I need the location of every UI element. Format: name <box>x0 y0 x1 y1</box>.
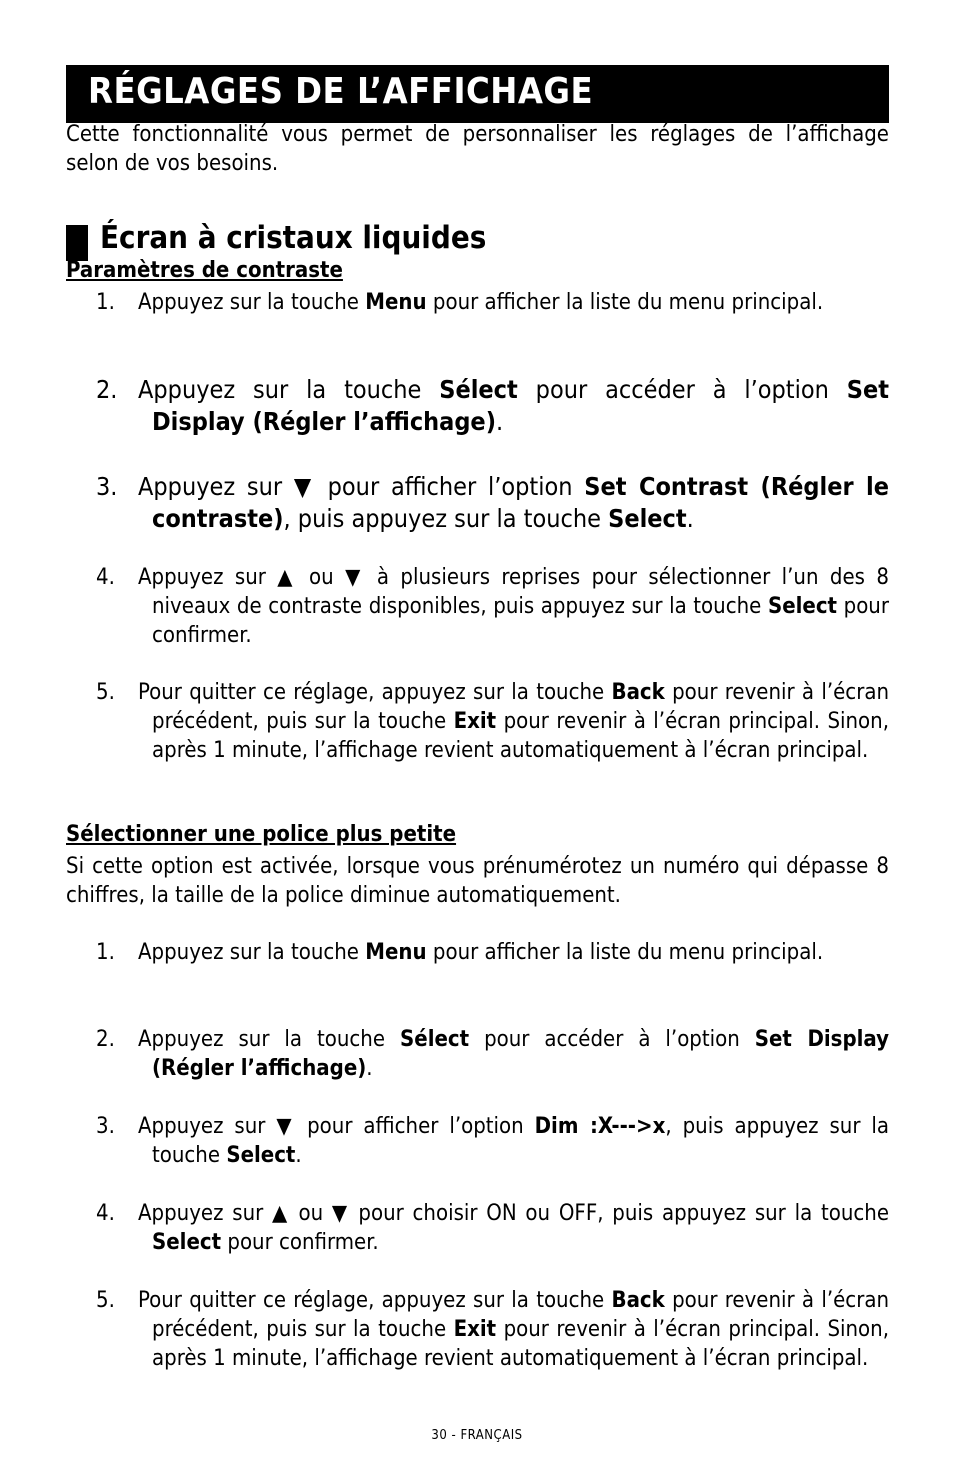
small-font-step <box>96 938 889 967</box>
step-fragment: pour revenir à l’écran principal. Sinon, après 1 minute, l’affichage revient automatiquement à l’écran principal. <box>152 709 889 763</box>
step-fragment: , puis appuyez sur la touche <box>283 504 609 533</box>
small-font-description: Si cette option est activée, lorsque vous prénumérotez un numéro qui dépasse 8 chiffres, la taille de la police diminue automatiquement. <box>66 854 889 908</box>
step-fragment: Pour quitter ce réglage, appuyez sur la touche <box>138 680 612 705</box>
step-fragment: . <box>495 407 504 436</box>
key-name: Select <box>608 504 687 533</box>
key-name: Select <box>767 594 838 619</box>
small-font-heading: Sélectionner une police plus petite <box>66 822 457 847</box>
page-title-banner <box>66 65 889 123</box>
step-number: 3. <box>96 1114 115 1139</box>
key-name: Set Contrast (Régler le contraste) <box>152 472 890 533</box>
step-fragment: Appuyez sur la touche <box>138 375 440 404</box>
step-fragment: . <box>366 1056 373 1081</box>
step-fragment: Appuyez sur ▲ ou ▼ à plusieurs reprises pour sélectionner l’un des 8 niveaux de contraste disponibles, puis appuyez sur la touche <box>138 565 889 619</box>
key-name: Menu <box>365 940 427 965</box>
step-fragment: pour accéder à l’option <box>517 375 847 404</box>
step-fragment: pour revenir à l’écran principal. Sinon, après 1 minute, l’affichage revient automatiquement à l’écran principal. <box>152 1317 889 1371</box>
step-text <box>96 1199 889 1257</box>
step-fragment: pour afficher la liste du menu principal. <box>426 940 824 965</box>
small-font-step <box>96 1286 889 1373</box>
contrast-step <box>96 471 890 535</box>
key-name: Select <box>226 1143 296 1168</box>
step-text <box>96 1025 889 1083</box>
key-name: Sélect <box>400 1027 470 1052</box>
step-number: 4. <box>96 565 115 590</box>
contrast-step <box>96 288 889 317</box>
step-fragment: Pour quitter ce réglage, appuyez sur la touche <box>138 1288 612 1313</box>
key-name: Select <box>152 1230 222 1255</box>
key-name: Back <box>611 680 665 705</box>
step-number: 2. <box>96 375 118 404</box>
key-name: Menu <box>365 290 427 315</box>
step-number: 2. <box>96 1027 115 1052</box>
step-text <box>96 563 889 650</box>
step-fragment: pour confirmer. <box>152 594 889 648</box>
step-fragment: Appuyez sur ▲ ou ▼ pour choisir ON ou OFF, puis appuyez sur la touche <box>138 1201 889 1226</box>
section-marker <box>66 225 88 261</box>
step-number: 3. <box>96 472 118 501</box>
step-text <box>96 374 889 438</box>
contrast-step <box>96 563 889 650</box>
step-number: 1. <box>96 940 115 965</box>
step-fragment: . <box>686 504 694 533</box>
step-fragment: Appuyez sur ▼ pour afficher l’option <box>138 1114 535 1139</box>
step-fragment: . <box>295 1143 302 1168</box>
contrast-step <box>96 374 889 438</box>
step-text <box>96 1112 890 1170</box>
step-fragment: Appuyez sur ▼ pour afficher l’option <box>138 472 585 501</box>
key-name: Dim :X--->x <box>534 1114 666 1139</box>
step-text <box>96 678 889 765</box>
page-title: RÉGLAGES DE L’AFFICHAGE <box>88 71 594 112</box>
section-title: Écran à cristaux liquides <box>100 220 487 256</box>
step-fragment: pour confirmer. <box>221 1230 379 1255</box>
step-text <box>96 1286 889 1373</box>
step-fragment: pour revenir à l’écran précédent, puis sur la touche <box>152 1288 889 1342</box>
key-name: Back <box>611 1288 665 1313</box>
step-fragment: Appuyez sur la touche <box>138 290 366 315</box>
step-number: 1. <box>96 290 115 315</box>
step-number: 5. <box>96 680 115 705</box>
key-name: Exit <box>453 1317 497 1342</box>
contrast-heading: Paramètres de contraste <box>66 258 343 283</box>
step-fragment: Appuyez sur la touche <box>138 1027 401 1052</box>
step-number: 5. <box>96 1288 115 1313</box>
key-name: Sélect <box>439 375 518 404</box>
step-fragment: pour afficher la liste du menu principal. <box>426 290 824 315</box>
key-name: Set Display (Régler l’affichage) <box>152 1027 889 1081</box>
step-fragment: pour revenir à l’écran précédent, puis sur la touche <box>152 680 889 734</box>
contrast-step <box>96 678 889 765</box>
step-fragment: pour accéder à l’option <box>469 1027 755 1052</box>
step-fragment: Appuyez sur la touche <box>138 940 366 965</box>
key-name: Set Display (Régler l’affichage) <box>152 375 889 436</box>
small-font-step <box>96 1199 889 1257</box>
step-text <box>96 938 889 967</box>
step-text <box>96 471 890 535</box>
page-footer: 30 - FRANÇAIS <box>431 1428 523 1443</box>
key-name: Exit <box>453 709 497 734</box>
intro-paragraph: Cette fonctionnalité vous permet de personnaliser les réglages de l’affichage selon de vos besoins. <box>66 122 889 176</box>
small-font-step <box>96 1112 890 1170</box>
step-text <box>96 288 889 317</box>
small-font-step <box>96 1025 889 1083</box>
step-fragment: , puis appuyez sur la touche <box>152 1114 890 1168</box>
step-number: 4. <box>96 1201 115 1226</box>
